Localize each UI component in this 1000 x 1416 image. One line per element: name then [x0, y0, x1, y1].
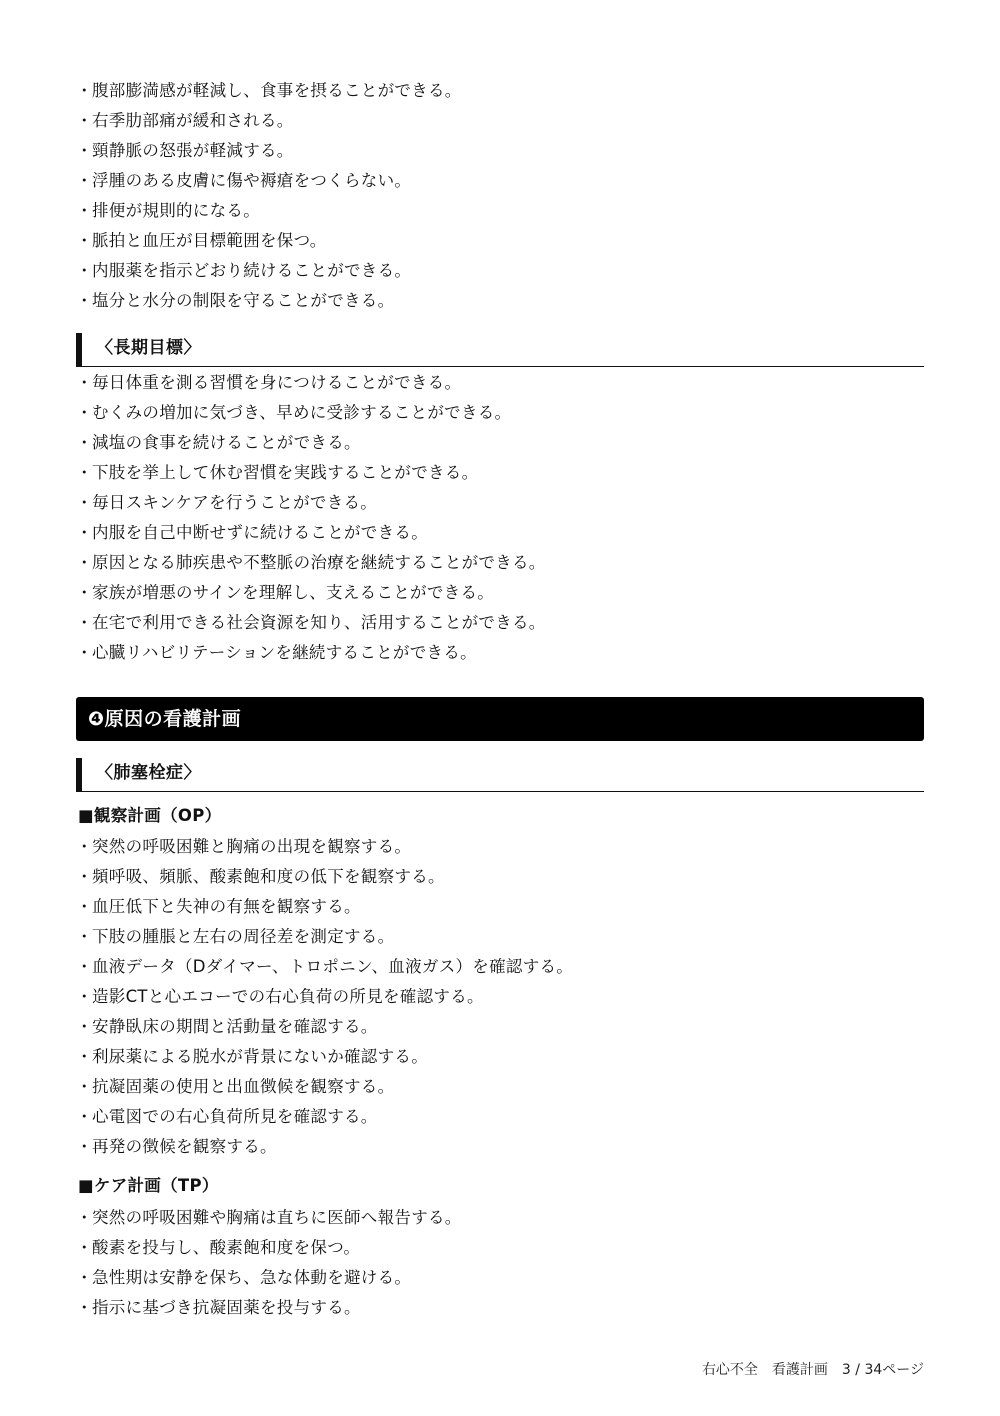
pulmonary-embolism-heading-text: 〈肺塞栓症〉: [96, 763, 201, 783]
page-footer: 右心不全 看護計画 3 / 34ページ: [701, 1362, 924, 1378]
list-item: ・ 右季肋部痛が緩和される。: [78, 106, 462, 136]
list-item: ・ 原因となる肺疾患や不整脈の治療を継続することができる。: [78, 548, 546, 578]
list-item: ・ 再発の徴候を観察する。: [78, 1132, 573, 1162]
list-item: ・ 内服薬を指示どおり続けることができる。: [78, 256, 462, 286]
list-item: ・ 急性期は安静を保ち、急な体動を避ける。: [78, 1263, 462, 1293]
list-item: ・ 内服を自己中断せずに続けることができる。: [78, 518, 546, 548]
list-item: ・ 家族が増悪のサインを理解し、支えることができる。: [78, 578, 546, 608]
list-item: ・ 血液データ（Dダイマー、トロポニン、血液ガス）を確認する。: [78, 952, 573, 982]
list-item: ・ 下肢の腫脹と左右の周径差を測定する。: [78, 922, 573, 952]
list-item: ・ 毎日体重を測る習慣を身につけることができる。: [78, 368, 546, 398]
list-item: ・ 排便が規則的になる。: [78, 196, 462, 226]
list-item: ・ 指示に基づき抗凝固薬を投与する。: [78, 1293, 462, 1323]
list-item: ・ 毎日スキンケアを行うことができる。: [78, 488, 546, 518]
heading-bar-decoration: [76, 758, 82, 791]
list-item: ・ 脈拍と血圧が目標範囲を保つ。: [78, 226, 462, 256]
care-plan-list: [78, 1203, 462, 1323]
list-item: ・ 突然の呼吸困難と胸痛の出現を観察する。: [78, 832, 573, 862]
long-term-goals-heading: [76, 333, 924, 367]
list-item: ・ 塩分と水分の制限を守ることができる。: [78, 286, 462, 316]
care-plan-heading: ■ケア計画（TP）: [78, 1176, 219, 1195]
long-term-goals-heading-text: 〈長期目標〉: [96, 338, 201, 358]
list-item: ・ 安静臥床の期間と活動量を確認する。: [78, 1012, 573, 1042]
list-item: ・ 造影CTと心エコーでの右心負荷の所見を確認する。: [78, 982, 573, 1012]
list-item: ・ 血圧低下と失神の有無を観察する。: [78, 892, 573, 922]
pulmonary-embolism-heading: [76, 758, 924, 792]
short-term-goals-list: [78, 76, 462, 316]
section-title: ❹原因の看護計画: [88, 708, 242, 730]
list-item: ・ 心臓リハビリテーションを継続することができる。: [78, 638, 546, 668]
list-item: ・ 抗凝固薬の使用と出血徴候を観察する。: [78, 1072, 573, 1102]
list-item: ・ 下肢を挙上して休む習慣を実践することができる。: [78, 458, 546, 488]
list-item: ・ 突然の呼吸困難や胸痛は直ちに医師へ報告する。: [78, 1203, 462, 1233]
list-item: ・ 減塩の食事を続けることができる。: [78, 428, 546, 458]
list-item: ・ 在宅で利用できる社会資源を知り、活用することができる。: [78, 608, 546, 638]
list-item: ・ 心電図での右心負荷所見を確認する。: [78, 1102, 573, 1132]
list-item: ・ むくみの増加に気づき、早めに受診することができる。: [78, 398, 546, 428]
observation-plan-heading: ■観察計画（OP）: [78, 806, 222, 825]
list-item: ・ 頻呼吸、頻脈、酸素飽和度の低下を観察する。: [78, 862, 573, 892]
list-item: ・ 利尿薬による脱水が背景にないか確認する。: [78, 1042, 573, 1072]
list-item: ・ 頸静脈の怒張が軽減する。: [78, 136, 462, 166]
list-item: ・ 酸素を投与し、酸素飽和度を保つ。: [78, 1233, 462, 1263]
list-item: ・ 浮腫のある皮膚に傷や褥瘡をつくらない。: [78, 166, 462, 196]
list-item: ・ 腹部膨満感が軽減し、食事を摂ることができる。: [78, 76, 462, 106]
heading-bar-decoration: [76, 333, 82, 366]
observation-plan-list: [78, 832, 573, 1162]
long-term-goals-list: [78, 368, 546, 668]
section-title-bar: [76, 697, 924, 741]
